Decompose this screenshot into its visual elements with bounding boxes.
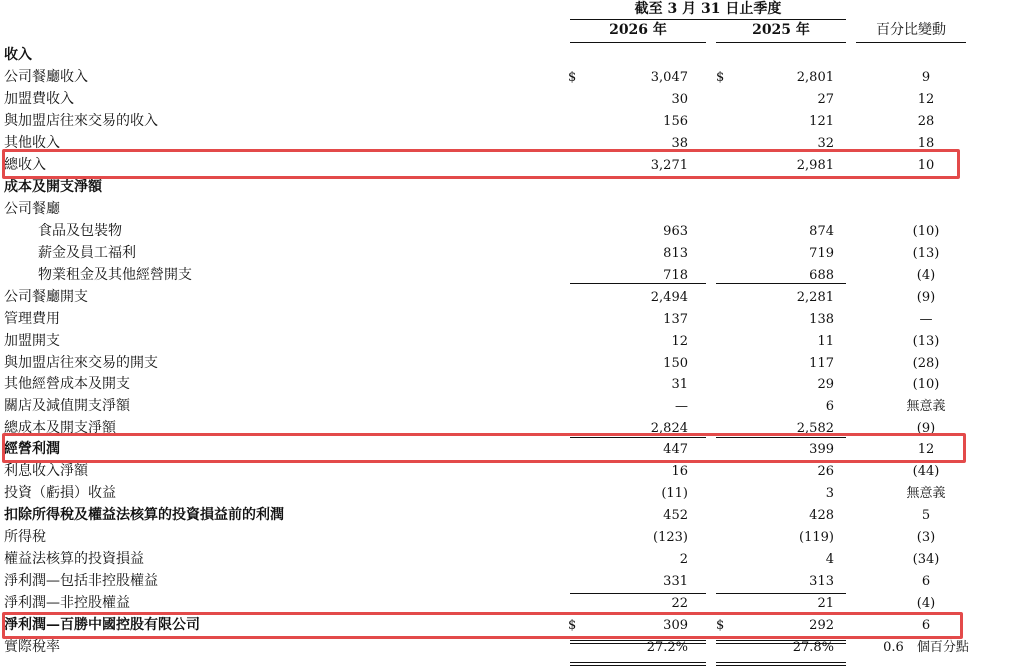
value-2025: 11	[817, 334, 834, 349]
pct-change-value: 9	[921, 70, 931, 85]
period-underline	[570, 19, 846, 20]
value-2025: 399	[809, 442, 834, 457]
pct-change-value: (9)	[916, 290, 936, 305]
table-row	[0, 176, 1024, 198]
value-2025: 688	[809, 268, 834, 283]
pct-change-underline	[856, 42, 966, 43]
currency-symbol: $	[568, 70, 577, 85]
net-income-double-rule	[570, 643, 706, 644]
table-row	[0, 482, 1024, 504]
row-label: 公司餐廳收入	[4, 69, 88, 85]
row-label: 利息收入淨額	[4, 463, 88, 479]
value-2026: 16	[671, 464, 688, 479]
row-label: 實際稅率	[4, 639, 60, 655]
row-label: 總收入	[4, 157, 46, 173]
value-2025: 27	[817, 92, 834, 107]
value-2026: 12	[671, 334, 688, 349]
value-2026: 963	[663, 224, 688, 239]
value-2026: 2,494	[650, 290, 688, 305]
value-2026: 447	[663, 442, 688, 457]
year-current-header: 2026 年	[609, 22, 667, 38]
table-row	[0, 198, 1024, 220]
value-2025: 3	[825, 486, 834, 501]
table-row	[0, 220, 1024, 242]
row-label: 管理費用	[4, 311, 60, 327]
pct-change-value: —	[919, 312, 933, 327]
pct-change-value: (3)	[916, 530, 936, 545]
row-label: 薪金及員工福利	[38, 245, 136, 261]
pct-change-value: 5	[921, 508, 931, 523]
value-2025: 32	[817, 136, 834, 151]
pct-change-value: 28	[917, 114, 935, 129]
tax-rate-double-rule	[716, 665, 846, 666]
year-prior-underline	[716, 42, 846, 43]
value-2026: 3,271	[650, 158, 688, 173]
currency-symbol: $	[716, 618, 725, 633]
row-label: 收入	[4, 47, 32, 63]
net-income-rule	[570, 593, 706, 594]
pct-change-value: (9)	[916, 421, 936, 436]
value-2025: 2,582	[796, 421, 834, 436]
row-label: 加盟費收入	[4, 91, 74, 107]
value-2026: —	[675, 399, 688, 414]
row-label: 成本及開支淨額	[4, 179, 102, 195]
value-2025: 21	[817, 596, 834, 611]
highlight-operating-profit	[2, 433, 966, 463]
row-label: 所得稅	[4, 529, 46, 545]
value-2026: 2	[679, 552, 688, 567]
table-row	[0, 352, 1024, 374]
pct-change-value: (4)	[916, 268, 936, 283]
row-label: 淨利潤—包括非控股權益	[4, 573, 158, 589]
row-label: 經營利潤	[4, 441, 60, 457]
pct-change-value: 18	[917, 136, 935, 151]
tax-rate-double-rule	[570, 665, 706, 666]
pct-change-value: 6	[921, 618, 931, 633]
row-label: 淨利潤—非控股權益	[4, 595, 130, 611]
pct-change-value: (4)	[916, 596, 936, 611]
tax-rate-double-rule	[716, 662, 846, 663]
value-2026: 452	[663, 508, 688, 523]
value-2026: 137	[663, 312, 688, 327]
table-row	[0, 504, 1024, 526]
pct-change-value: 12	[917, 442, 935, 457]
pct-change-value: (28)	[912, 356, 940, 371]
highlight-net-income	[2, 612, 963, 639]
pct-change-value: (13)	[912, 334, 940, 349]
table-row	[0, 330, 1024, 352]
table-row	[0, 286, 1024, 308]
value-2026: 718	[663, 268, 688, 283]
tax-rate-double-rule	[570, 662, 706, 663]
pct-change-value: (13)	[912, 246, 940, 261]
value-2025: 138	[809, 312, 834, 327]
row-label: 淨利潤—百勝中國控股有限公司	[4, 617, 200, 633]
row-label: 物業租金及其他經營開支	[38, 267, 192, 283]
row-label: 其他收入	[4, 135, 60, 151]
restaurant-expense-rule	[716, 283, 846, 284]
pct-change-value: 6	[921, 574, 931, 589]
value-2025: 121	[809, 114, 834, 129]
value-2026: 30	[671, 92, 688, 107]
pct-change-value: 12	[917, 92, 935, 107]
value-2025: (119)	[799, 530, 834, 545]
value-2025: 2,281	[796, 290, 834, 305]
row-label: 與加盟店往來交易的收入	[4, 113, 158, 129]
table-row	[0, 88, 1024, 110]
pct-change-value: 無意義	[906, 486, 946, 501]
row-label: 公司餐廳開支	[4, 289, 88, 305]
value-2026: 150	[663, 356, 688, 371]
value-2026: 331	[663, 574, 688, 589]
pct-change-value: 0.6 個百分點	[883, 640, 969, 655]
table-row	[0, 548, 1024, 570]
table-row	[0, 264, 1024, 286]
value-2026: 3,047	[650, 70, 688, 85]
table-row	[0, 460, 1024, 482]
value-2025: 117	[809, 356, 834, 371]
row-label: 投資（虧損）收益	[4, 485, 116, 501]
row-label: 總成本及開支淨額	[4, 420, 116, 436]
table-row	[0, 373, 1024, 395]
row-label: 食品及包裝物	[38, 223, 122, 239]
table-row	[0, 44, 1024, 66]
row-label: 扣除所得稅及權益法核算的投資損益前的利潤	[4, 507, 284, 523]
value-2025: 2,981	[796, 158, 834, 173]
restaurant-expense-rule	[570, 283, 706, 284]
value-2025: 6	[825, 399, 834, 414]
value-2025: 27.8%	[792, 640, 834, 655]
period-header: 截至 3 月 31 日止季度	[634, 1, 782, 17]
value-2025: 313	[809, 574, 834, 589]
table-row	[0, 308, 1024, 330]
value-2025: 29	[817, 377, 834, 392]
pct-change-value: (10)	[912, 224, 940, 239]
pct-change-value: (44)	[912, 464, 940, 479]
row-label: 與加盟店往來交易的開支	[4, 355, 158, 371]
row-label: 其他經營成本及開支	[4, 376, 130, 392]
net-income-double-rule	[716, 640, 846, 641]
table-row	[0, 395, 1024, 417]
table-row	[0, 110, 1024, 132]
table-row	[0, 570, 1024, 592]
value-2025: 428	[809, 508, 834, 523]
table-row	[0, 592, 1024, 614]
pct-change-value: 10	[917, 158, 935, 173]
row-label: 權益法核算的投資損益	[4, 551, 144, 567]
value-2026: 31	[671, 377, 688, 392]
currency-symbol: $	[568, 618, 577, 633]
pct-change-header: 百分比變動	[876, 22, 946, 38]
row-label: 加盟開支	[4, 333, 60, 349]
value-2026: 156	[663, 114, 688, 129]
value-2026: 22	[671, 596, 688, 611]
year-prior-header: 2025 年	[752, 22, 810, 38]
table-row	[0, 636, 1024, 658]
table-row	[0, 242, 1024, 264]
currency-symbol: $	[716, 70, 725, 85]
pct-change-value: (34)	[912, 552, 940, 567]
net-income-rule	[716, 593, 846, 594]
value-2026: (11)	[661, 486, 688, 501]
value-2025: 26	[817, 464, 834, 479]
row-label: 關店及減值開支淨額	[4, 398, 130, 414]
value-2025: 874	[809, 224, 834, 239]
year-current-underline	[570, 42, 706, 43]
pct-change-value: 無意義	[906, 399, 946, 414]
value-2026: (123)	[653, 530, 688, 545]
value-2026: 2,824	[650, 421, 688, 436]
value-2026: 27.2%	[646, 640, 688, 655]
value-2025: 2,801	[796, 70, 834, 85]
pct-change-value: (10)	[912, 377, 940, 392]
net-income-double-rule	[716, 643, 846, 644]
table-row	[0, 526, 1024, 548]
row-label: 公司餐廳	[4, 201, 60, 217]
net-income-double-rule	[570, 640, 706, 641]
value-2026: 38	[671, 136, 688, 151]
highlight-total-revenue	[2, 149, 960, 179]
table-row	[0, 66, 1024, 88]
value-2025: 292	[809, 618, 834, 633]
value-2026: 813	[663, 246, 688, 261]
value-2026: 309	[663, 618, 688, 633]
value-2025: 719	[809, 246, 834, 261]
value-2025: 4	[825, 552, 834, 567]
